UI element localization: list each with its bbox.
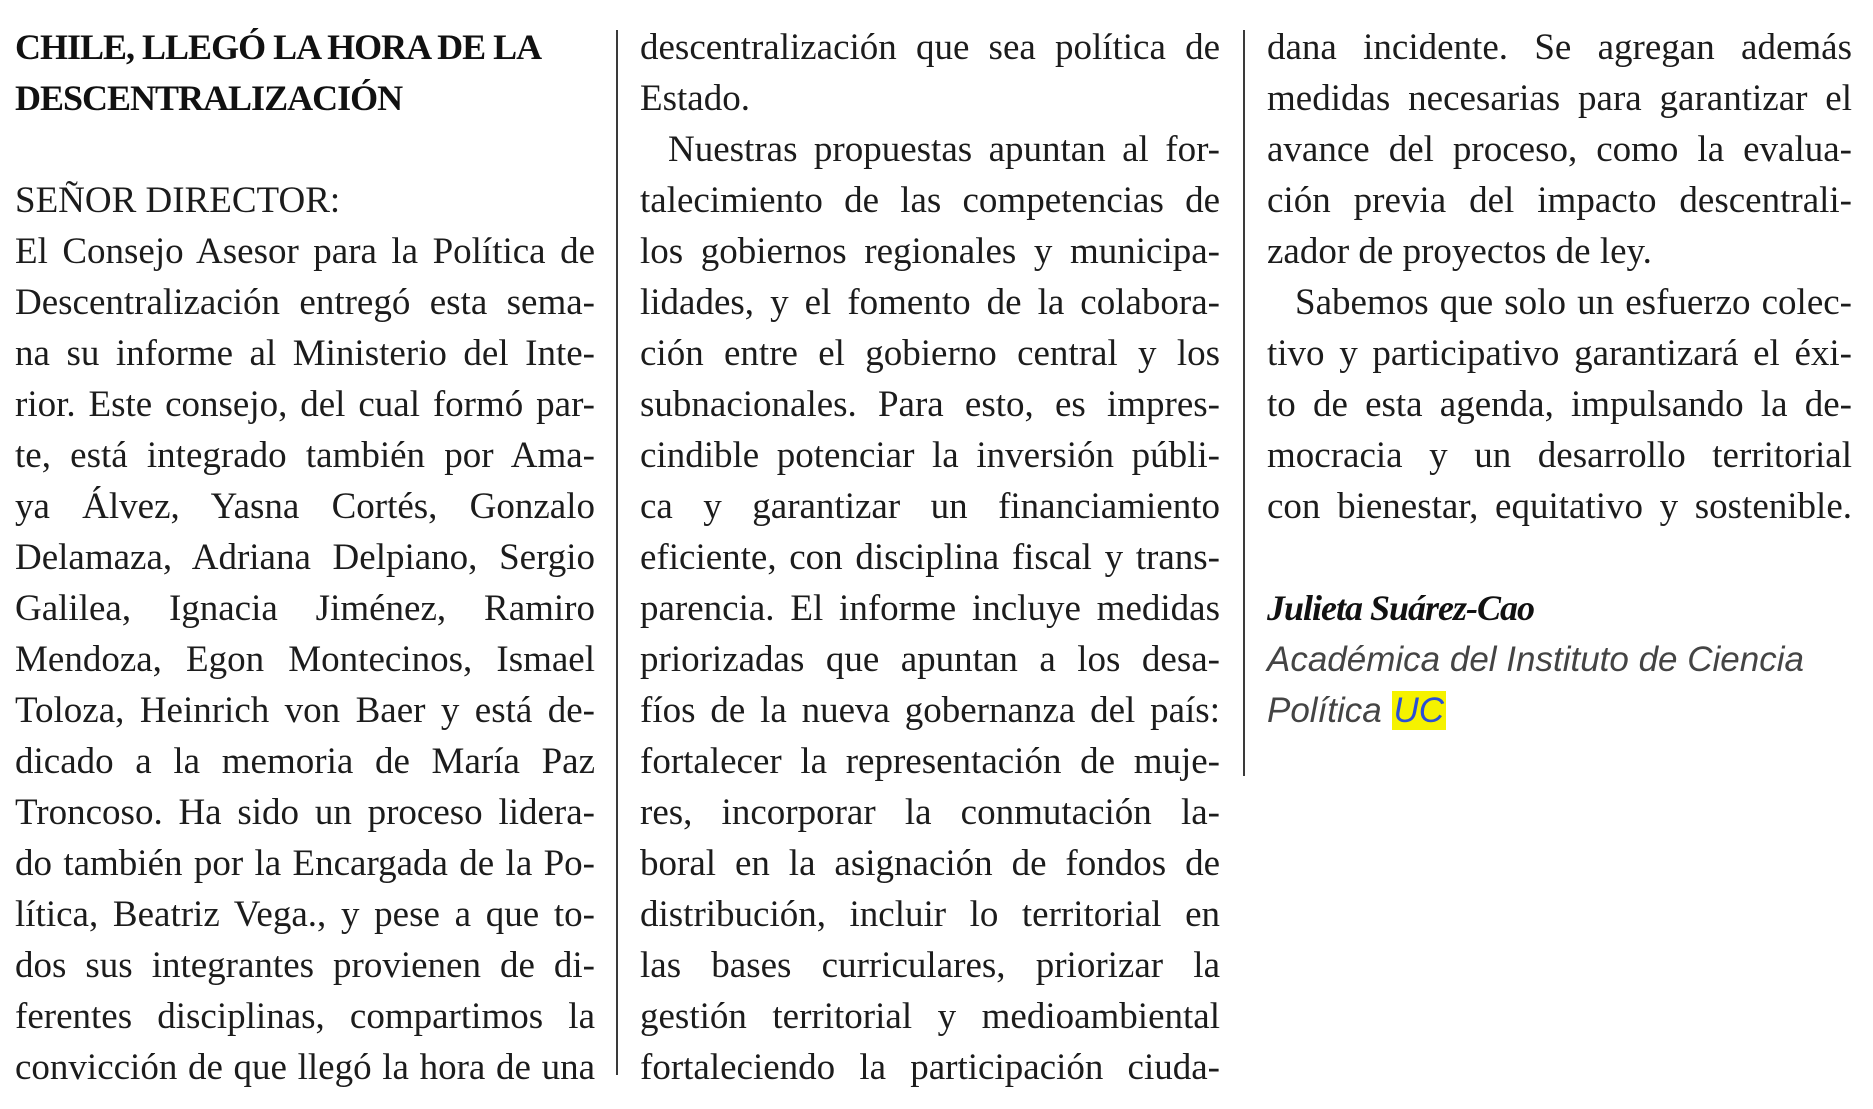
- col1-line: Mendoza, Egon Montecinos, Ismael: [15, 639, 595, 680]
- col1-line: dicado a la memoria de María Paz: [15, 741, 595, 782]
- signature-spacer: [1267, 532, 1852, 583]
- headline-line-2: DESCENTRALIZACIÓN: [15, 78, 403, 118]
- col2-line: fortalecer la representación de muje-: [640, 741, 1220, 782]
- headline-line-1: CHILE, LLEGÓ LA HORA DE LA: [15, 27, 542, 67]
- col1-line: ferentes disciplinas, compartimos la: [15, 996, 595, 1037]
- col2-line: gestión territorial y medioambiental: [640, 996, 1220, 1037]
- col2-paragraph-start: Nuestras propuestas apuntan al for-: [668, 129, 1220, 170]
- col2-line: boral en la asignación de fondos de: [640, 843, 1220, 884]
- col1-line: El Consejo Asesor para la Política de: [15, 231, 595, 272]
- col1-line: Delamaza, Adriana Delpiano, Sergio: [15, 537, 595, 578]
- col1-line: dos sus integrantes provienen de di-: [15, 945, 595, 986]
- col1-line: Descentralización entregó esta sema-: [15, 282, 595, 323]
- col2-line: fíos de la nueva gobernanza del país:: [640, 690, 1220, 731]
- signature-role-line-1: Académica del Instituto de Ciencia: [1267, 640, 1804, 679]
- col2-line: res, incorporar la conmutación la-: [640, 792, 1220, 833]
- col3-line: mocracia y un desarrollo territorial: [1267, 435, 1852, 476]
- col1-line: rior. Este consejo, del cual formó par-: [15, 384, 595, 425]
- col2-line: lidades, y el fomento de la colabora-: [640, 282, 1220, 323]
- col2-line: fortaleciendo la participación ciuda-: [640, 1047, 1220, 1088]
- headline-spacer: [15, 124, 595, 175]
- article-column-2: [640, 22, 1220, 1093]
- article-column-1: [15, 22, 595, 1093]
- col1-line: convicción de que llegó la hora de una: [15, 1047, 595, 1088]
- salutation: SEÑOR DIRECTOR:: [15, 180, 341, 221]
- col3-line: dana incidente. Se agregan además: [1267, 27, 1852, 68]
- col2-line: parencia. El informe incluye medidas: [640, 588, 1220, 629]
- col1-line: lítica, Beatriz Vega., y pese a que to-: [15, 894, 595, 935]
- col3-line: medidas necesarias para garantizar el: [1267, 78, 1852, 119]
- col3-line: con bienestar, equitativo y sostenible.: [1267, 486, 1852, 527]
- signature-role-line-2: [1267, 685, 1852, 736]
- col2-line: las bases curriculares, priorizar la: [640, 945, 1220, 986]
- col1-line: na su informe al Ministerio del Inte-: [15, 333, 595, 374]
- col2-line: ción entre el gobierno central y los: [640, 333, 1220, 374]
- col3-line: zador de proyectos de ley.: [1267, 231, 1652, 272]
- col1-line: Troncoso. Ha sido un proceso lidera-: [15, 792, 595, 833]
- col3-line: ción previa del impacto descentrali-: [1267, 180, 1852, 221]
- col1-line: do también por la Encargada de la Po-: [15, 843, 595, 884]
- column-divider-1: [616, 30, 618, 1075]
- col2-line: distribución, incluir lo territorial en: [640, 894, 1220, 935]
- col2-line: descentralización que sea política de: [640, 27, 1220, 68]
- col1-line: Toloza, Heinrich von Baer y está de-: [15, 690, 595, 731]
- col2-line: talecimiento de las competencias de: [640, 180, 1220, 221]
- col1-line: Galilea, Ignacia Jiménez, Ramiro: [15, 588, 595, 629]
- col2-line: cindible potenciar la inversión públi-: [640, 435, 1220, 476]
- col2-line: Estado.: [640, 78, 750, 119]
- col3-line: avance del proceso, como la evalua-: [1267, 129, 1852, 170]
- col2-line: subnacionales. Para esto, es impres-: [640, 384, 1220, 425]
- col3-paragraph-start: Sabemos que solo un esfuerzo colec-: [1295, 282, 1852, 323]
- col3-line: tivo y participativo garantizará el éxi-: [1267, 333, 1852, 374]
- col2-line: eficiente, con disciplina fiscal y trans-: [640, 537, 1220, 578]
- highlighted-uc: UC: [1393, 691, 1445, 730]
- col3-line: to de esta agenda, impulsando la de-: [1267, 384, 1852, 425]
- col2-line: los gobiernos regionales y municipa-: [640, 231, 1220, 272]
- signature-role-prefix: Política: [1267, 691, 1382, 730]
- col2-line: ca y garantizar un financiamiento: [640, 486, 1220, 527]
- signature-name: Julieta Suárez-Cao: [1267, 588, 1535, 628]
- article-column-3: [1267, 22, 1852, 736]
- col1-line: ya Álvez, Yasna Cortés, Gonzalo: [15, 486, 595, 527]
- column-divider-2: [1243, 30, 1245, 776]
- col2-line: priorizadas que apuntan a los desa-: [640, 639, 1220, 680]
- col1-line: te, está integrado también por Ama-: [15, 435, 595, 476]
